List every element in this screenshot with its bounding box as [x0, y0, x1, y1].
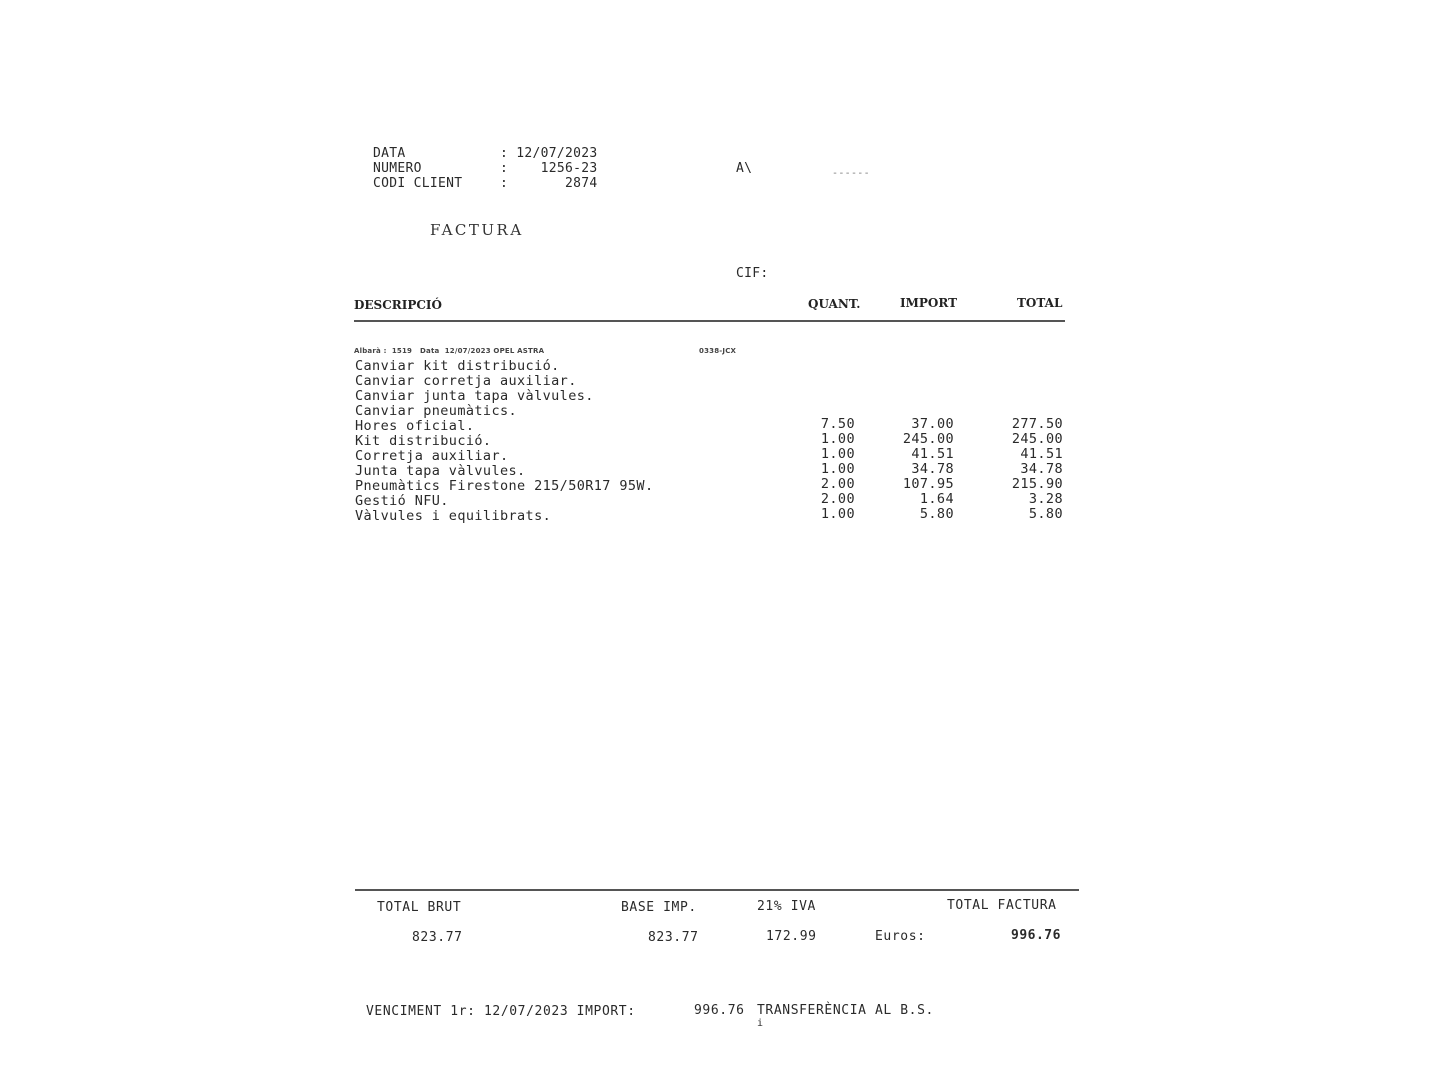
header-rule	[354, 320, 1065, 322]
item-description: Pneumàtics Firestone 215/50R17 95W.	[355, 478, 654, 494]
col-import: IMPORT	[900, 296, 958, 310]
iva-value: 172.99	[766, 929, 817, 944]
item-description: Gestió NFU.	[355, 493, 449, 509]
item-quantity: 1.00	[820, 461, 855, 477]
totals-rule	[355, 889, 1079, 891]
col-descripcio: DESCRIPCIÓ	[354, 298, 442, 312]
base-imp-label: BASE IMP.	[621, 900, 697, 915]
item-quantity: 1.00	[820, 506, 855, 522]
payment-mark: i	[757, 1018, 764, 1029]
item-total: 277.50	[1011, 416, 1063, 432]
item-quantity: 1.00	[820, 431, 855, 447]
item-import: 37.00	[911, 416, 954, 432]
item-description: Hores oficial.	[355, 418, 475, 434]
base-imp-value: 823.77	[648, 930, 699, 945]
due-date-label: VENCIMENT 1r: 12/07/2023 IMPORT:	[366, 1004, 636, 1019]
numero-value: : 1256-23	[500, 161, 598, 176]
item-import: 107.95	[902, 476, 954, 492]
item-total: 215.90	[1011, 476, 1063, 492]
cif-label: CIF:	[736, 266, 769, 281]
item-total: 5.80	[1028, 506, 1063, 522]
item-total: 3.28	[1028, 491, 1063, 507]
item-description: Junta tapa vàlvules.	[355, 463, 526, 479]
client-code-label: CODI CLIENT	[373, 176, 463, 191]
description-line: Canviar junta tapa vàlvules.	[355, 388, 594, 404]
total-brut-value: 823.77	[412, 930, 463, 945]
item-total: 34.78	[1020, 461, 1063, 477]
plate-number: 0338-JCX	[699, 347, 737, 355]
item-total: 41.51	[1020, 446, 1063, 462]
item-quantity: 2.00	[820, 476, 855, 492]
payment-amount: 996.76	[694, 1003, 745, 1018]
item-import: 41.51	[911, 446, 954, 462]
description-line: Canviar pneumàtics.	[355, 403, 518, 419]
item-description: Corretja auxiliar.	[355, 448, 509, 464]
data-value: : 12/07/2023	[500, 146, 598, 161]
data-label: DATA	[373, 146, 406, 161]
client-code-value: : 2874	[500, 176, 598, 191]
description-line: Canviar corretja auxiliar.	[355, 373, 577, 389]
col-quant: QUANT.	[808, 297, 861, 311]
item-description: Vàlvules i equilibrats.	[355, 508, 552, 524]
payment-method: TRANSFERÈNCIA AL B.S.	[757, 1003, 934, 1018]
total-factura-label: TOTAL FACTURA	[947, 898, 1057, 913]
addressee-line: ------	[832, 168, 870, 179]
item-quantity: 7.50	[820, 416, 855, 432]
iva-label: 21% IVA	[757, 899, 816, 914]
item-quantity: 2.00	[820, 491, 855, 507]
item-total: 245.00	[1011, 431, 1063, 447]
addressee: A\	[736, 161, 753, 176]
item-import: 5.80	[919, 506, 954, 522]
item-import: 245.00	[902, 431, 954, 447]
total-factura-value: 996.76	[1011, 928, 1061, 943]
total-brut-label: TOTAL BRUT	[377, 900, 462, 915]
item-import: 1.64	[919, 491, 954, 507]
item-quantity: 1.00	[820, 446, 855, 462]
item-description: Kit distribució.	[355, 433, 492, 449]
euros-label: Euros:	[875, 929, 926, 944]
albara-line: Albarà : 1519 Data 12/07/2023 OPEL ASTRA	[354, 347, 545, 355]
document-title: FACTURA	[430, 221, 524, 239]
item-import: 34.78	[911, 461, 954, 477]
description-line: Canviar kit distribució.	[355, 358, 560, 374]
numero-label: NUMERO	[373, 161, 422, 176]
col-total: TOTAL	[1017, 296, 1063, 310]
